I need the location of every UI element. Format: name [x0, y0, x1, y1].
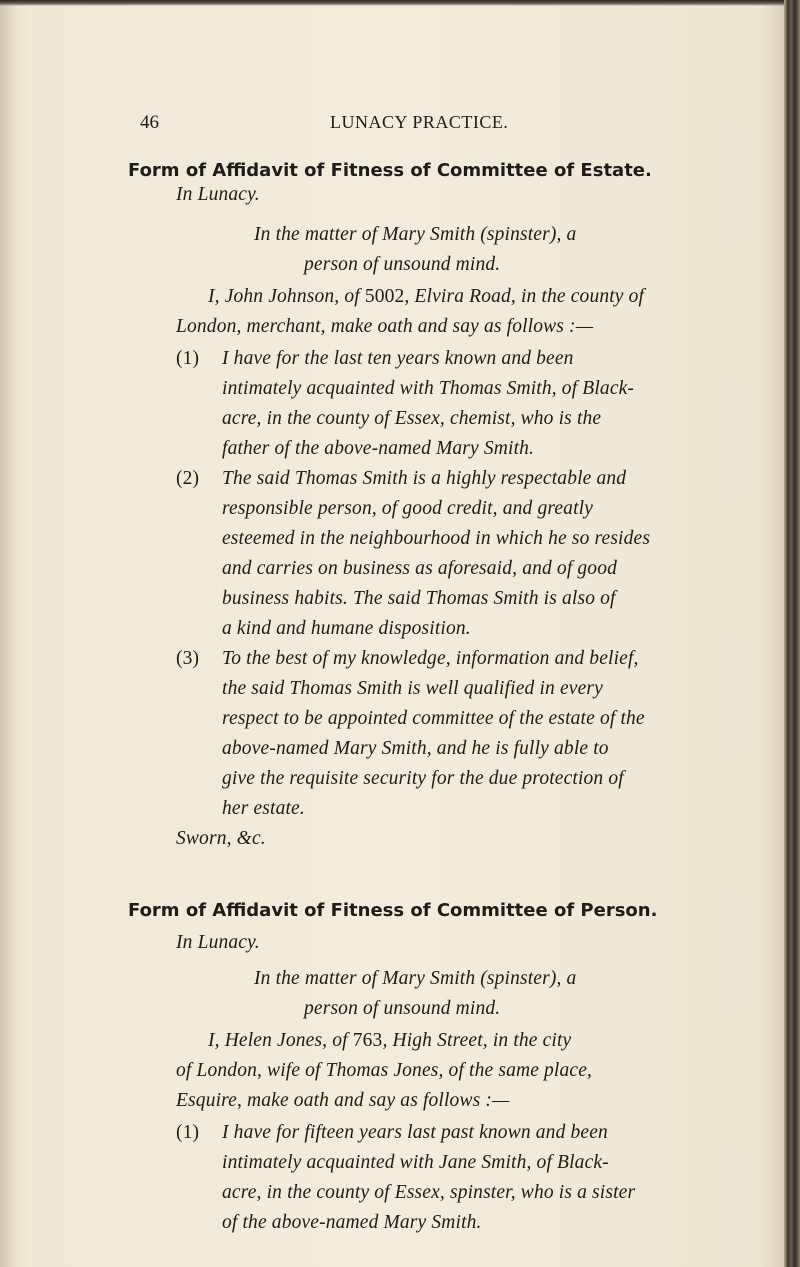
paragraph-line: and carries on business as aforesaid, and of good	[222, 558, 618, 579]
paragraph-line: The said Thomas Smith is a highly respectable and	[222, 468, 627, 489]
paragraph-line: the said Thomas Smith is well qualified in every	[222, 678, 603, 699]
paragraph-line: acre, in the county of Essex, chemist, who is the	[222, 408, 602, 429]
paragraph-line: father of the above-named Mary Smith.	[222, 438, 535, 459]
paragraph-line: esteemed in the neighbourhood in which he so resides	[222, 528, 651, 549]
paragraph-line: intimately acquainted with Jane Smith, of Black-	[222, 1152, 609, 1173]
deponent-intro: Esquire, make oath and say as follows :—	[176, 1090, 510, 1111]
page-top-edge	[0, 0, 800, 6]
paragraph-line: acre, in the county of Essex, spinster, who is a sister	[222, 1182, 636, 1203]
page-left-edge	[0, 0, 14, 1267]
paragraph-number: (1)	[176, 1122, 200, 1143]
paragraph-line: a kind and humane disposition.	[222, 618, 471, 639]
page-header	[140, 112, 660, 140]
jurat: Sworn, &c.	[176, 828, 266, 849]
deponent-intro: I, John Johnson, of 5002, Elvira Road, in the county of	[208, 286, 645, 307]
matter-line: person of unsound mind.	[304, 254, 501, 275]
paragraph-line: above-named Mary Smith, and he is fully able to	[222, 738, 609, 759]
paragraph-line: I have for fifteen years last past known and been	[222, 1122, 608, 1143]
paragraph-line: respect to be appointed committee of the estate of the	[222, 708, 645, 729]
paragraph-number: (1)	[176, 348, 200, 369]
matter-line: person of unsound mind.	[304, 998, 501, 1019]
paragraph-line: give the requisite security for the due protection of	[222, 768, 624, 789]
paragraph-line: intimately acquainted with Thomas Smith, of Black-	[222, 378, 635, 399]
paragraph-line: of the above-named Mary Smith.	[222, 1212, 482, 1233]
court-line: In Lunacy.	[176, 184, 260, 205]
paragraph-line: business habits. The said Thomas Smith is also of	[222, 588, 616, 609]
section-heading-person: Form of Affidavit of Fitness of Committee of Person.	[128, 900, 658, 921]
matter-line: In the matter of Mary Smith (spinster), a	[254, 224, 577, 245]
paragraph-number: (2)	[176, 468, 200, 489]
paragraph-line: her estate.	[222, 798, 305, 819]
matter-line: In the matter of Mary Smith (spinster), a	[254, 968, 577, 989]
paragraph-line: To the best of my knowledge, information and belief,	[222, 648, 639, 669]
paragraph-number: (3)	[176, 648, 200, 669]
paragraph-line: I have for the last ten years known and been	[222, 348, 574, 369]
deponent-intro: of London, wife of Thomas Jones, of the same place,	[176, 1060, 593, 1081]
section-heading-estate: Form of Affidavit of Fitness of Committee of Estate.	[128, 160, 652, 181]
court-line: In Lunacy.	[176, 932, 260, 953]
paragraph-line: responsible person, of good credit, and greatly	[222, 498, 594, 519]
deponent-intro: London, merchant, make oath and say as follows :—	[176, 316, 594, 337]
page-number: 46	[140, 112, 159, 133]
running-head: LUNACY PRACTICE.	[330, 112, 509, 132]
deponent-intro: I, Helen Jones, of 763, High Street, in the city	[208, 1030, 572, 1051]
